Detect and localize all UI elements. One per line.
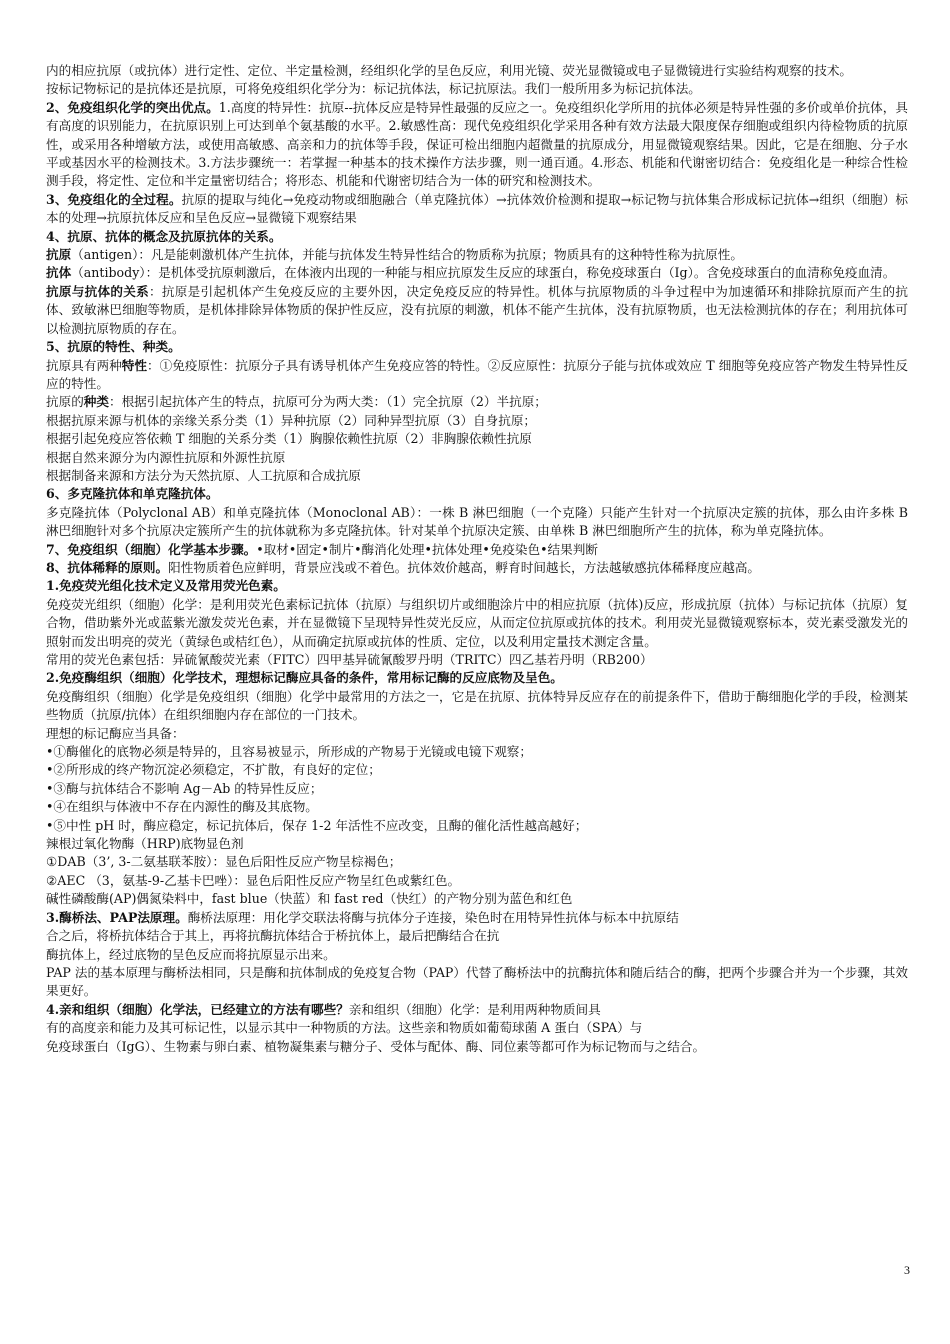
section-heading: 3.酶桥法、PAP法原理。 [46, 909, 188, 925]
paragraph-text: ①DAB（3’, 3-二氨基联苯胺）：显色后阳性反应产物呈棕褐色； [46, 854, 402, 870]
paragraph-intro-2 [46, 80, 908, 98]
ideal-enzyme-intro [46, 725, 908, 743]
paragraph-text: •④在组织与体液中不存在内源性的酶及其底物。 [46, 799, 318, 815]
paragraph-text: 免疫荧光组织（细胞）化学：是利用荧光色素标记抗体（抗原）与组织切片或细胞涂片中的相应抗原（抗体)反应，形成抗原（抗体）与标记抗体（抗原）复合物，借助紫外光或蓝紫光激发荧光色素，并在显微镜下呈现特异性荧光反应，从而定位抗原或抗体的技术。利用荧光显微镜观察标本，荧光素受激发光的照射而发出明亮的荧光（黄绿色或桔红色），从而确定抗原或抗体的性质、定位，以及利用定量技术测定含量。 [46, 596, 908, 649]
paragraph-text: •①酶催化的底物必须是特异的，且容易被显示，所形成的产物易于光镜或电镜下观察； [46, 744, 532, 760]
section-6-heading [46, 485, 908, 503]
immunofluorescence-definition [46, 596, 908, 651]
page-number: 3 [904, 1263, 910, 1277]
paragraph-text: 理想的标记酶应当具备： [46, 725, 185, 741]
paragraph-text: ：①免疫原性：抗原分子具有诱导机体产生免疫应答的特性。②反应原性：抗原分子能与抗体或效应 T 细胞等免疫应答产物发生特异性反应的特性。 [46, 357, 909, 391]
paragraph-text: ：根据引起抗体产生的特点，抗原可分为两大类：（1）完全抗原（2）半抗原； [108, 394, 547, 410]
paragraph-text: （antibody）：是机体受抗原刺激后，在体液内出现的一种能与相应抗原发生反应的球蛋白，称免疫球蛋白（Ig）。含免疫球蛋白的血清称免疫血清。 [71, 265, 896, 281]
paragraph-text: 合之后，将桥抗体结合于其上，再将抗酶抗体结合于桥抗体上，最后把酶结合在抗 [46, 928, 500, 944]
paragraph-text: 免疫酶组织（细胞）化学是免疫组织（细胞）化学中最常用的方法之一，它是在抗原、抗体特异反应存在的前提条件下，借助于酶细胞化学的手段，检测某些物质（抗原/抗体）在组织细胞内存在部位的一门技术。 [46, 688, 908, 723]
term-label: 抗体 [46, 265, 72, 281]
antigen-properties [46, 357, 908, 394]
paragraph-text: 多克隆抗体（Polyclonal AB）和单克隆抗体（Monoclonal AB）：一株 B 淋巴细胞（一个克隆）只能产生针对一个抗原决定簇的抗体，那么由许多株 B 淋巴细胞针对多个抗原决定簇所产生的抗体就称为多克隆抗体。针对某单个抗原决定簇、由单株 B 淋巴细胞所产生的抗体，称为单克隆抗体。 [46, 504, 908, 539]
paragraph-text: 亲和组织（细胞）化学：是利用两种物质间具 [348, 1001, 601, 1017]
document-body [46, 62, 908, 1056]
paragraph-text: 碱性磷酸酶(AP)偶氮染料中，fast blue（快蓝）和 fast red（快红）的产物分别为蓝色和红色 [46, 891, 573, 907]
paragraph-text: 根据引起免疫应答依赖 T 细胞的关系分类（1）胸腺依赖性抗原（2）非胸腺依赖性抗原 [46, 431, 532, 447]
section-5-heading [46, 338, 908, 356]
paragraph-text: 1.高度的特异性：抗原--抗体反应是特异性最强的反应之一。免疫组织化学所用的抗体必须是特异性强的多价或单价抗体，具有高度的识别能力，在抗原识别上可达到单个氨基酸的水平。2.敏感性高：现代免疫组织化学采用各种有效方法最大限度保存细胞或组织内待检物质的抗原性，或采用各种增敏方法，或使用高敏感、高亲和力的抗体等手段，保证可检出细胞内超微量的抗原成分，用显微镜观察结果。因此，它是在细胞、分子水平或基因水平的检测技术。3.方法步骤统一：若掌握一种基本的技术操作方法步骤，则一通百通。4.形态、机能和代谢密切结合：免疫组化是一种综合性检测手段，将定性、定位和半定量密切结合；将形态、机能和代谢密切结合为一体的研究和检测技术。 [46, 99, 908, 189]
paragraph-text: （antigen）：凡是能刺激机体产生抗体，并能与抗体发生特异性结合的物质称为抗原；物质具有的这种特性称为抗原性。 [71, 247, 743, 263]
section-8-dilution [46, 559, 908, 577]
paragraph-text: 免疫球蛋白（IgG）、生物素与卵白素、植物凝集素与糖分子、受体与配体、酶、同位素等都可作为标记物而与之结合。 [46, 1038, 706, 1054]
section-7-steps [46, 541, 908, 559]
paragraph-text: ②AEC （3，氨基-9-乙基卡巴唑）：显色后阳性反应产物呈红色或紫红色。 [46, 872, 461, 888]
term-label: 抗原 [46, 247, 72, 263]
immunoenzyme-definition [46, 688, 908, 725]
section-heading: 3、免疫组化的全过程。 [46, 191, 182, 207]
paragraph-text: •②所形成的终产物沉淀必须稳定，不扩散，有良好的定位； [46, 762, 381, 778]
antigen-types-line [46, 467, 908, 485]
section-b3-heading [46, 909, 908, 927]
antigen-types-line [46, 430, 908, 448]
section-b1-heading [46, 577, 908, 595]
list-item [46, 872, 908, 890]
term-label: 特性 [121, 357, 147, 373]
antigen-types-line [46, 449, 908, 467]
paragraph-text: ：抗原是引起机体产生免疫反应的主要外因，决定免疫反应的特异性。机体与抗原物质的斗争过程中为加速循环和排除抗原而产生的抗体、致敏淋巴细胞等物质，是机体排除异体物质的保护性反应，没有抗原的刺激，机体不能产生抗体，没有抗原物质，也无法检测抗体的存在；利用抗体可以检测抗原物质的存在。 [46, 283, 909, 336]
fluorescent-dyes [46, 651, 908, 669]
list-item [46, 743, 908, 761]
term-label: 抗原与抗体的关系 [46, 283, 149, 299]
paragraph-text: PAP 法的基本原理与酶桥法相同，只是酶和抗体制成的免疫复合物（PAP）代替了酶桥法中的抗酶抗体和随后结合的酶，把两个步骤合并为一个步骤，其效果更好。 [46, 964, 908, 999]
antigen-definition [46, 246, 908, 264]
paragraph-text: 阳性物质着色应鲜明，背景应浅或不着色。抗体效价越高，孵育时间越长，方法越敏感抗体稀释度应越高。 [168, 559, 761, 575]
paragraph-text: •取材•固定•制片•酶消化处理•抗体处理•免疫染色•结果判断 [256, 541, 598, 557]
paragraph-intro-1 [46, 62, 908, 80]
antigen-types-line [46, 412, 908, 430]
antibody-definition [46, 264, 908, 282]
paragraph-text: •⑤中性 pH 时，酶应稳定，标记抗体后，保存 1-2 年活性不应改变，且酶的催化活性越高越好； [46, 817, 588, 833]
paragraph-text: 内的相应抗原（或抗体）进行定性、定位、半定量检测，经组织化学的呈色反应，利用光镜、荧光显微镜或电子显微镜进行实验结构观察的技术。 [46, 63, 852, 78]
list-item [46, 761, 908, 779]
paragraph-text: 抗原具有两种 [46, 357, 122, 373]
monoclonal-polyclonal [46, 504, 908, 541]
list-item [46, 798, 908, 816]
paragraph-text: 根据自然来源分为内源性抗原和外源性抗原 [46, 449, 286, 465]
term-label: 种类 [83, 394, 109, 410]
list-item [46, 780, 908, 798]
paragraph-text: 抗原的 [46, 394, 84, 410]
section-2-advantages [46, 99, 908, 191]
section-heading: 8、抗体稀释的原则。 [46, 559, 169, 575]
antigen-antibody-relation [46, 283, 908, 338]
antigen-types [46, 393, 908, 411]
section-heading: 6、多克隆抗体和单克隆抗体。 [46, 486, 219, 502]
paragraph-text: 抗原的提取与纯化→免疫动物或细胞融合（单克隆抗体）→抗体效价检测和提取→标记物与抗体集合形成标记抗体→组织（细胞）标本的处理→抗原抗体反应和呈色反应→显微镜下观察结果 [46, 191, 908, 226]
list-item [46, 853, 908, 871]
section-heading: 5、抗原的特性、种类。 [46, 339, 181, 355]
enzyme-bridge-line [46, 946, 908, 964]
ap-substrate [46, 890, 908, 908]
paragraph-text: 有的高度亲和能力及其可标记性，以显示其中一种物质的方法。这些亲和物质如葡萄球菌 A 蛋白（SPA）与 [46, 1020, 643, 1036]
paragraph-text: 根据抗原来源与机体的亲缘关系分类（1）异种抗原（2）同种异型抗原（3）自身抗原； [46, 412, 537, 428]
section-heading: 4、抗原、抗体的概念及抗原抗体的关系。 [46, 228, 282, 244]
section-b4-heading [46, 1001, 908, 1019]
paragraph-text: 根据制备来源和方法分为天然抗原、人工抗原和合成抗原 [46, 467, 361, 483]
section-heading: 2.免疫酶组织（细胞）化学技术，理想标记酶应具备的条件，常用标记酶的反应底物及呈色。 [46, 670, 563, 686]
paragraph-text: 按标记物标记的是抗体还是抗原，可将免疫组织化学分为：标记抗体法，标记抗原法。我们一般所用多为标记抗体法。 [46, 81, 701, 97]
section-heading: 7、免疫组织（细胞）化学基本步骤。 [46, 541, 257, 557]
section-3-process [46, 191, 908, 228]
paragraph-text: 酶桥法原理：用化学交联法将酶与抗体分子连接，染色时在用特异性抗体与标本中抗原结 [187, 909, 679, 925]
section-heading: 1.免疫荧光组化技术定义及常用荧光色素。 [46, 578, 286, 594]
section-heading: 4.亲和组织（细胞）化学法，已经建立的方法有哪些？ [46, 1001, 349, 1017]
section-heading: 2、免疫组织化学的突出优点。 [46, 99, 219, 115]
pap-principle [46, 964, 908, 1001]
enzyme-bridge-line [46, 927, 908, 945]
hrp-substrate-heading [46, 835, 908, 853]
affinity-line [46, 1038, 908, 1056]
paragraph-text: •③酶与抗体结合不影响 Ag－Ab 的特异性反应； [46, 780, 323, 796]
paragraph-text: 辣根过氧化物酶（HRP)底物显色剂 [46, 836, 244, 852]
paragraph-text: 常用的荧光色素包括：异硫氰酸荧光素（FITC）四甲基异硫氰酸罗丹明（TRITC）四乙基若丹明（RB200） [46, 652, 653, 667]
list-item [46, 817, 908, 835]
affinity-line [46, 1019, 908, 1037]
section-b2-heading [46, 669, 908, 687]
section-4-heading [46, 228, 908, 246]
paragraph-text: 酶抗体上，经过底物的呈色反应而将抗原显示出来。 [46, 946, 336, 962]
